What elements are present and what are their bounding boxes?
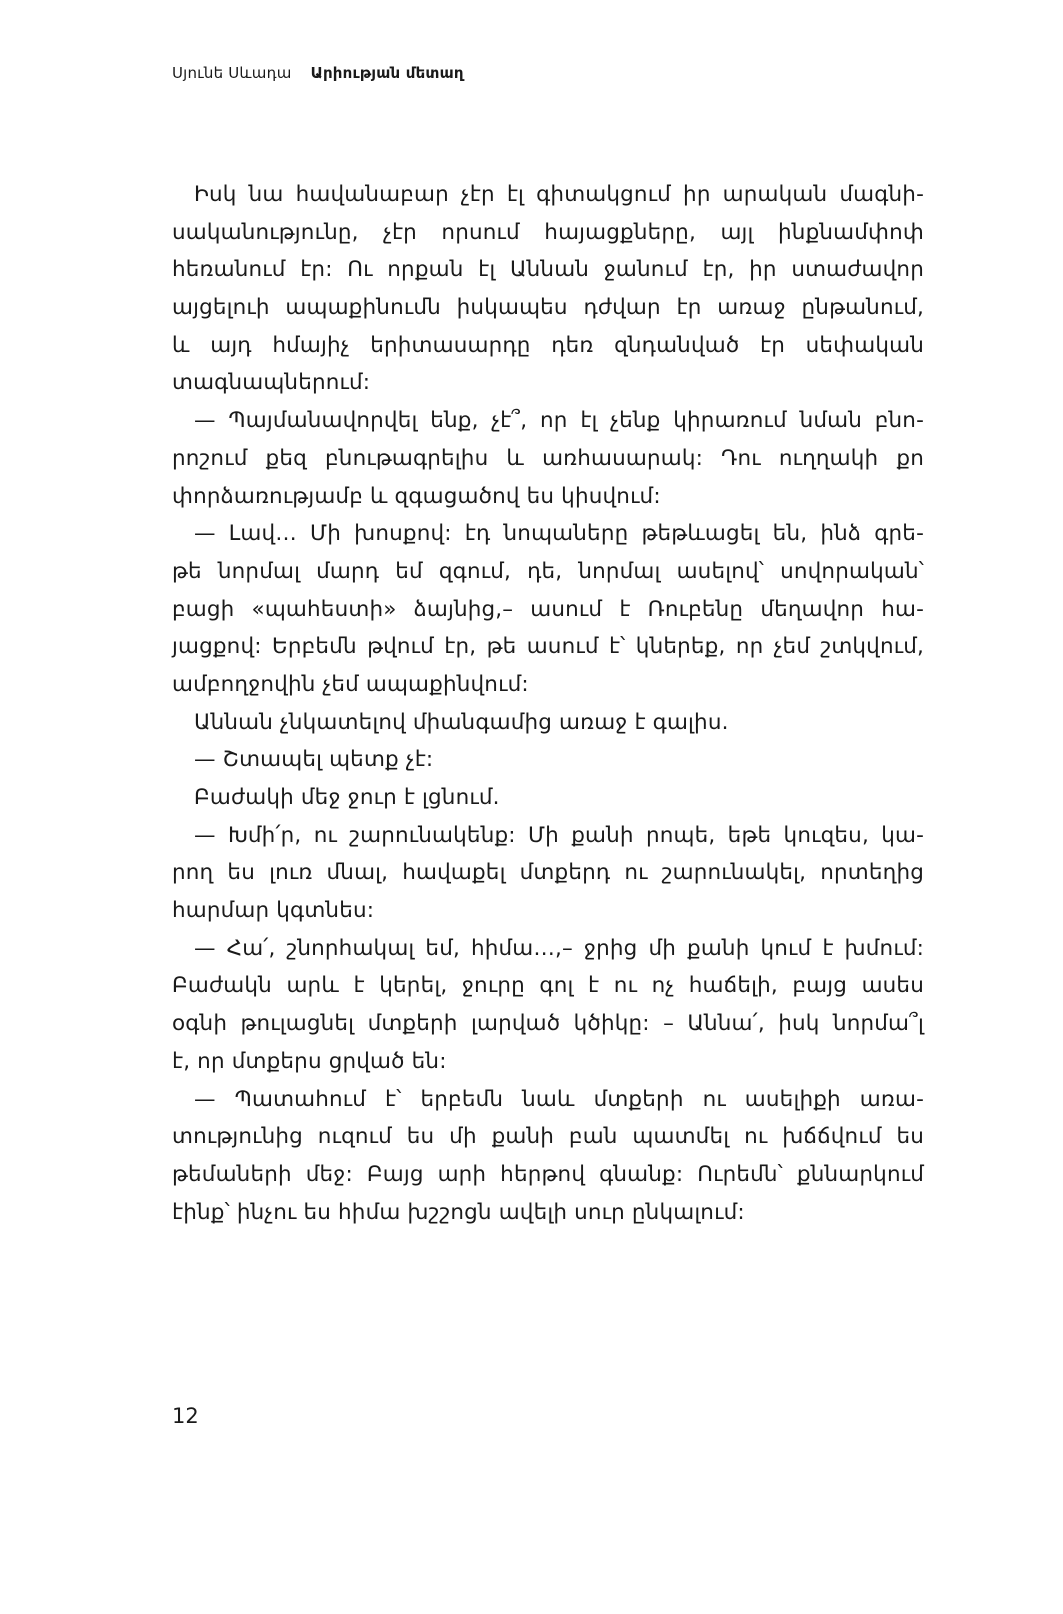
- text-line: և այդ հմայիչ երիտասարդը դեռ զնդանված էր սեփական: [172, 332, 924, 358]
- text-line: — Պայմանավորվել ենք, չէ՞, որ էլ չենք կիրառում նման բնո-: [194, 408, 924, 434]
- text-line: յացքով: Երբեմն թվում էր, թե ասում է՝ կներեք, որ չեմ շտկվում,: [172, 634, 924, 660]
- text-line: — Շտապել պետք չէ:: [194, 747, 434, 773]
- text-line: Բաժակն արև է կերել, ջուրը գոլ է ու ոչ հաճելի, բայց ասես: [172, 973, 924, 999]
- text-line: փորձառությամբ և զգացածով ես կիսվում:: [172, 483, 661, 509]
- body-text: [172, 176, 924, 1231]
- text-line: — Հա՛, շնորհակալ եմ, հիմա…,– ջրից մի քանի կում է խմում:: [194, 935, 924, 961]
- running-head: [172, 64, 464, 82]
- text-line: Աննան չնկատելով միանգամից առաջ է գալիս.: [194, 709, 729, 735]
- text-line: Իսկ նա հավանաբար չէր էլ գիտակցում իր արական մագնի-: [194, 182, 924, 207]
- text-line: տությունից ուզում ես մի քանի բան պատմել ու խճճվում ես: [172, 1124, 924, 1150]
- text-line: — Խմի՛ր, ու շարունակենք: Մի քանի րոպե, եթե կուզես, կա-: [194, 822, 924, 848]
- text-line: օգնի թուլացնել մտքերի լարված կծիկը: – Աննա՛, իսկ նորմա՞լ: [172, 1011, 924, 1037]
- text-line: րոշում քեզ բնութագրելիս և առհասարակ: Դու ուղղակի քո: [172, 445, 924, 471]
- running-head-author: Սյունե Սևադա: [172, 64, 292, 82]
- text-line: թե նորմալ մարդ եմ զգում, դե, նորմալ ասելով՝ սովորական՝: [172, 558, 924, 584]
- text-line: էինք՝ ինչու ես հիմա խշշոցն ավելի սուր ընկալում:: [172, 1199, 745, 1225]
- text-line: է, որ մտքերս ցրված են:: [172, 1048, 447, 1074]
- text-line: տագնապներում:: [172, 370, 371, 396]
- text-line: — Լավ… Մի խոսքով: էդ նոպաները թեթևացել են, ինձ գրե-: [194, 521, 924, 547]
- text-line: — Պատահում է՝ երբեմն նաև մտքերի ու ասելիքի առա-: [194, 1086, 924, 1112]
- text-line: սականությունը, չէր որսում հայացքները, այլ ինքնամփոփ: [172, 219, 924, 245]
- running-head-title: Արիության մետաղ: [310, 64, 464, 82]
- text-line: թեմաների մեջ: Բայց արի հերթով գնանք: Ուրեմն՝ քննարկում: [172, 1161, 924, 1187]
- text-line: ամբողջովին չեմ ապաքինվում:: [172, 671, 529, 697]
- page-number: 12: [172, 1404, 199, 1428]
- text-line: այցելուի ապաքինումն իսկապես դժվար էր առաջ ընթանում,: [172, 295, 924, 321]
- text-line: րող ես լուռ մնալ, հավաքել մտքերդ ու շարունակել, որտեղից: [172, 860, 924, 886]
- text-line: բացի «պահեստի» ձայնից,– ասում է Ռուբենը մեղավոր հա-: [172, 596, 924, 622]
- text-line: հարմար կգտնես:: [172, 898, 375, 924]
- text-line: Բաժակի մեջ ջուր է լցնում.: [194, 785, 500, 810]
- text-line: հեռանում էր: Ու որքան էլ Աննան ջանում էր, իր ստաժավոր: [172, 257, 924, 283]
